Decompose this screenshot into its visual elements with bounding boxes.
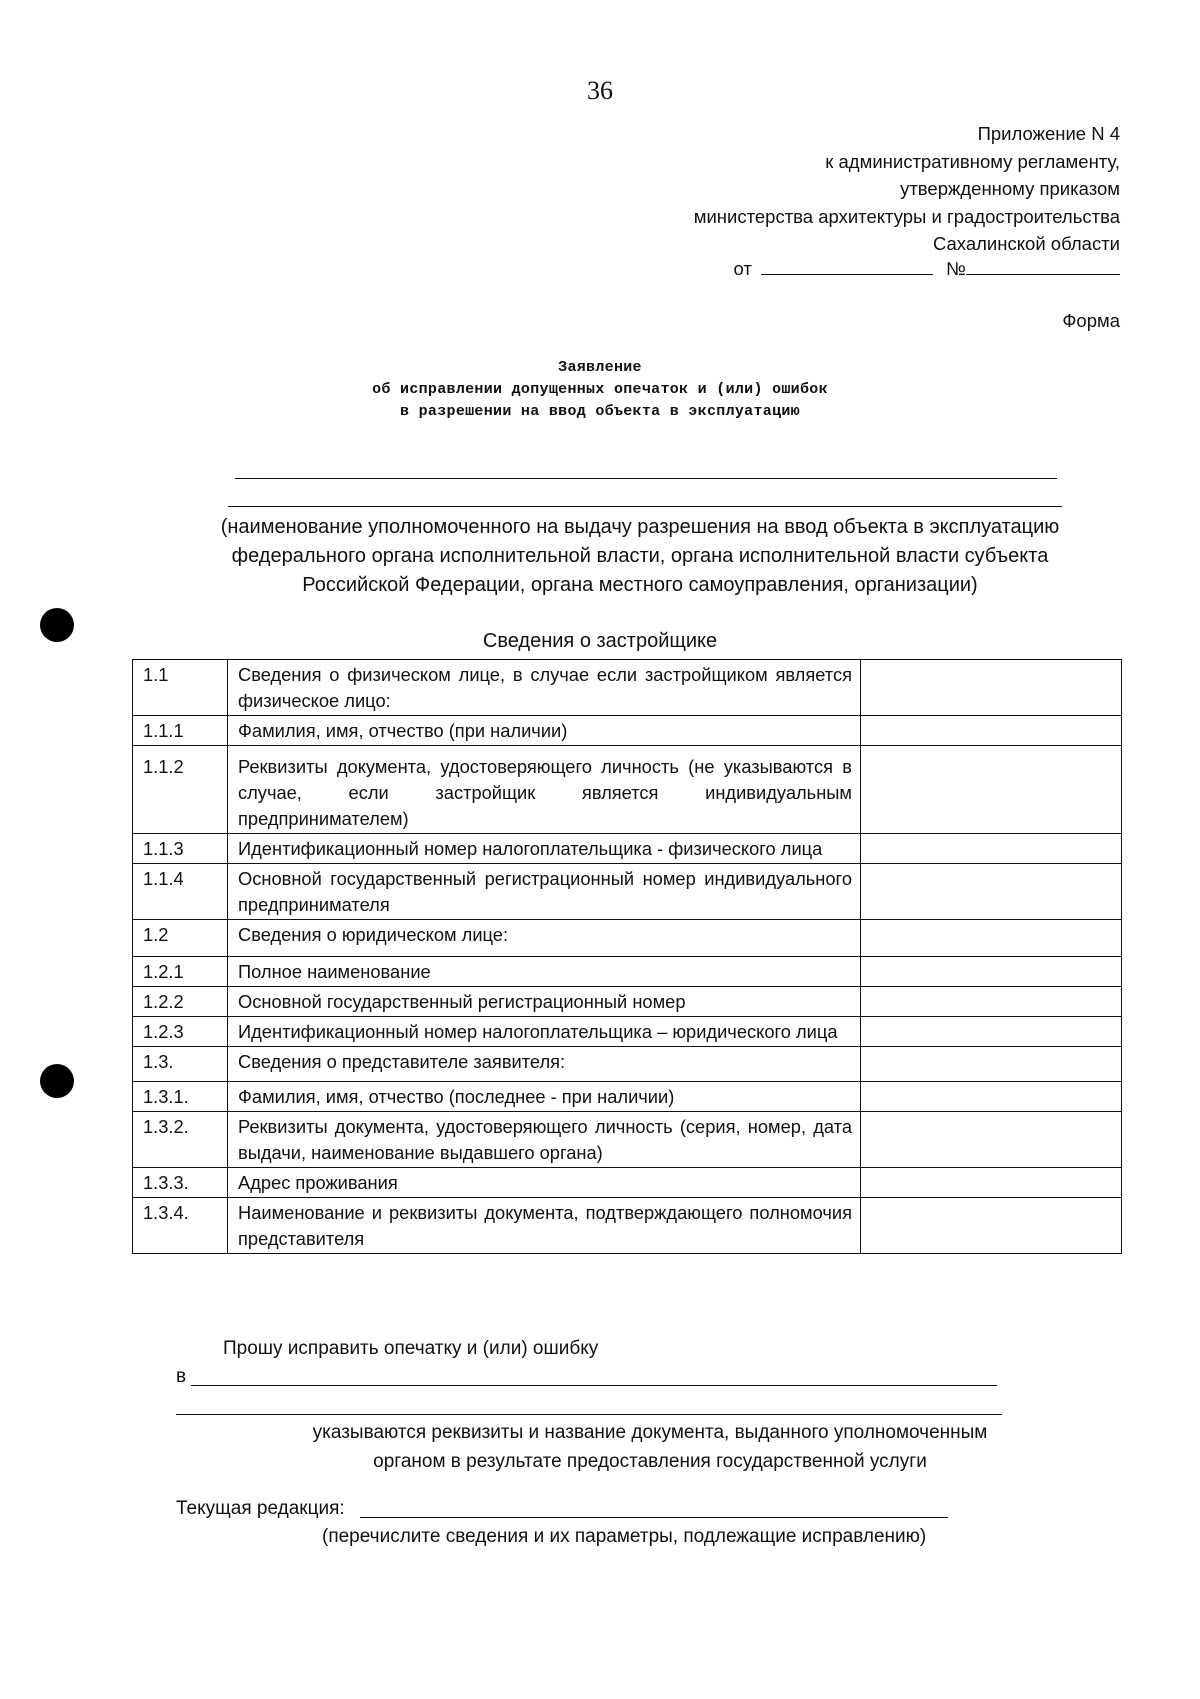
row-number: 1.2.1 xyxy=(133,957,228,987)
document-details-blank-1[interactable] xyxy=(191,1385,997,1386)
row-number: 1.3.3. xyxy=(133,1168,228,1198)
row-label: Реквизиты документа, удостоверяющего личность (серия, номер, дата выдачи, наименование выдавшего органа) xyxy=(228,1112,861,1168)
table-row xyxy=(133,660,1122,716)
document-details-blank-2[interactable] xyxy=(176,1414,1002,1415)
row-label: Сведения о юридическом лице: xyxy=(228,920,861,957)
row-label: Основной государственный регистрационный номер xyxy=(228,987,861,1017)
appendix-line: Сахалинской области xyxy=(932,233,1120,254)
row-label: Сведения о представителе заявителя: xyxy=(228,1047,861,1082)
title-line: об исправлении допущенных опечаток и (или) ошибок xyxy=(372,381,828,398)
row-value-field[interactable] xyxy=(861,1047,1122,1082)
row-number: 1.2 xyxy=(133,920,228,957)
current-edition-hint: (перечислите сведения и их параметры, подлежащие исправлению) xyxy=(322,1526,927,1547)
row-label: Идентификационный номер налогоплательщика - физического лица xyxy=(228,834,861,864)
table-row xyxy=(133,864,1122,920)
row-number: 1.1.1 xyxy=(133,716,228,746)
row-label: Фамилия, имя, отчество (последнее - при наличии) xyxy=(228,1082,861,1112)
row-value-field[interactable] xyxy=(861,1198,1122,1254)
table-row xyxy=(133,1082,1122,1112)
caption-line: Российской Федерации, органа местного самоуправления, организации) xyxy=(302,574,978,596)
row-value-field[interactable] xyxy=(861,1082,1122,1112)
row-label: Наименование и реквизиты документа, подтверждающего полномочия представителя xyxy=(228,1198,861,1254)
table-row xyxy=(133,716,1122,746)
row-number: 1.2.3 xyxy=(133,1017,228,1047)
correction-in-prefix: в xyxy=(176,1366,187,1387)
appendix-line: утвержденному приказом xyxy=(900,178,1120,199)
correction-request: Прошу исправить опечатку и (или) ошибку xyxy=(223,1338,599,1359)
row-value-field[interactable] xyxy=(861,987,1122,1017)
row-label: Сведения о физическом лице, в случае если застройщиком является физическое лицо: xyxy=(228,660,861,716)
row-value-field[interactable] xyxy=(861,834,1122,864)
caption-line: (наименование уполномоченного на выдачу разрешения на ввод объекта в эксплуатацию xyxy=(220,516,1060,538)
row-label: Полное наименование xyxy=(228,957,861,987)
row-number: 1.3.1. xyxy=(133,1082,228,1112)
current-edition-label: Текущая редакция: xyxy=(176,1498,345,1519)
caption-line: федерального органа исполнительной власти, органа исполнительной власти субъекта xyxy=(231,545,1049,567)
appendix-line: к административному регламенту, xyxy=(825,150,1120,172)
row-value-field[interactable] xyxy=(861,716,1122,746)
row-number: 1.1.2 xyxy=(133,746,228,834)
current-edition-blank[interactable] xyxy=(360,1517,948,1518)
authority-caption xyxy=(150,513,1130,600)
table-row xyxy=(133,1047,1122,1082)
row-number: 1.2.2 xyxy=(133,987,228,1017)
authority-name-blank-1[interactable] xyxy=(235,478,1057,479)
row-label: Основной государственный регистрационный номер индивидуального предпринимателя xyxy=(228,864,861,920)
developer-info-table xyxy=(132,659,1122,1254)
table-row xyxy=(133,920,1122,957)
row-number: 1.1.3 xyxy=(133,834,228,864)
table-row xyxy=(133,957,1122,987)
number-prefix: № xyxy=(946,258,966,279)
row-value-field[interactable] xyxy=(861,1168,1122,1198)
document-details-hint xyxy=(180,1418,1120,1476)
date-prefix: от xyxy=(733,258,752,279)
row-label: Адрес проживания xyxy=(228,1168,861,1198)
order-date-number-line xyxy=(734,256,1121,280)
table-row xyxy=(133,746,1122,834)
row-label: Идентификационный номер налогоплательщика – юридического лица xyxy=(228,1017,861,1047)
table-row xyxy=(133,1017,1122,1047)
table-row xyxy=(133,1198,1122,1254)
table-row xyxy=(133,1168,1122,1198)
row-number: 1.1.4 xyxy=(133,864,228,920)
appendix-line: Приложение N 4 xyxy=(977,123,1120,144)
row-label: Реквизиты документа, удостоверяющего личность (не указываются в случае, если застройщик является индивидуальным предпринимателем) xyxy=(228,746,861,834)
table-row xyxy=(133,834,1122,864)
developer-table-title: Сведения о застройщике xyxy=(482,630,718,652)
row-number: 1.3. xyxy=(133,1047,228,1082)
punch-hole-bottom xyxy=(40,1064,74,1098)
hint-line: указываются реквизиты и название документа, выданного уполномоченным xyxy=(312,1422,988,1443)
row-value-field[interactable] xyxy=(861,746,1122,834)
row-label: Фамилия, имя, отчество (при наличии) xyxy=(228,716,861,746)
table-row xyxy=(133,1112,1122,1168)
row-value-field[interactable] xyxy=(861,920,1122,957)
row-value-field[interactable] xyxy=(861,957,1122,987)
hint-line: органом в результате предоставления государственной услуги xyxy=(373,1451,927,1472)
page-number: 36 xyxy=(587,76,613,105)
form-label: Форма xyxy=(1062,310,1120,331)
appendix-line: министерства архитектуры и градостроительства xyxy=(693,205,1120,227)
date-blank[interactable] xyxy=(761,256,933,275)
title-line: Заявление xyxy=(558,359,642,376)
row-value-field[interactable] xyxy=(861,1017,1122,1047)
number-blank[interactable] xyxy=(966,256,1120,275)
row-value-field[interactable] xyxy=(861,660,1122,716)
row-value-field[interactable] xyxy=(861,1112,1122,1168)
row-number: 1.3.2. xyxy=(133,1112,228,1168)
row-number: 1.3.4. xyxy=(133,1198,228,1254)
row-number: 1.1 xyxy=(133,660,228,716)
title-line: в разрешении на ввод объекта в эксплуатацию xyxy=(400,403,800,420)
table-row xyxy=(133,987,1122,1017)
appendix-block xyxy=(694,120,1120,258)
authority-name-blank-2[interactable] xyxy=(228,506,1062,507)
row-value-field[interactable] xyxy=(861,864,1122,920)
document-title xyxy=(0,357,1200,423)
